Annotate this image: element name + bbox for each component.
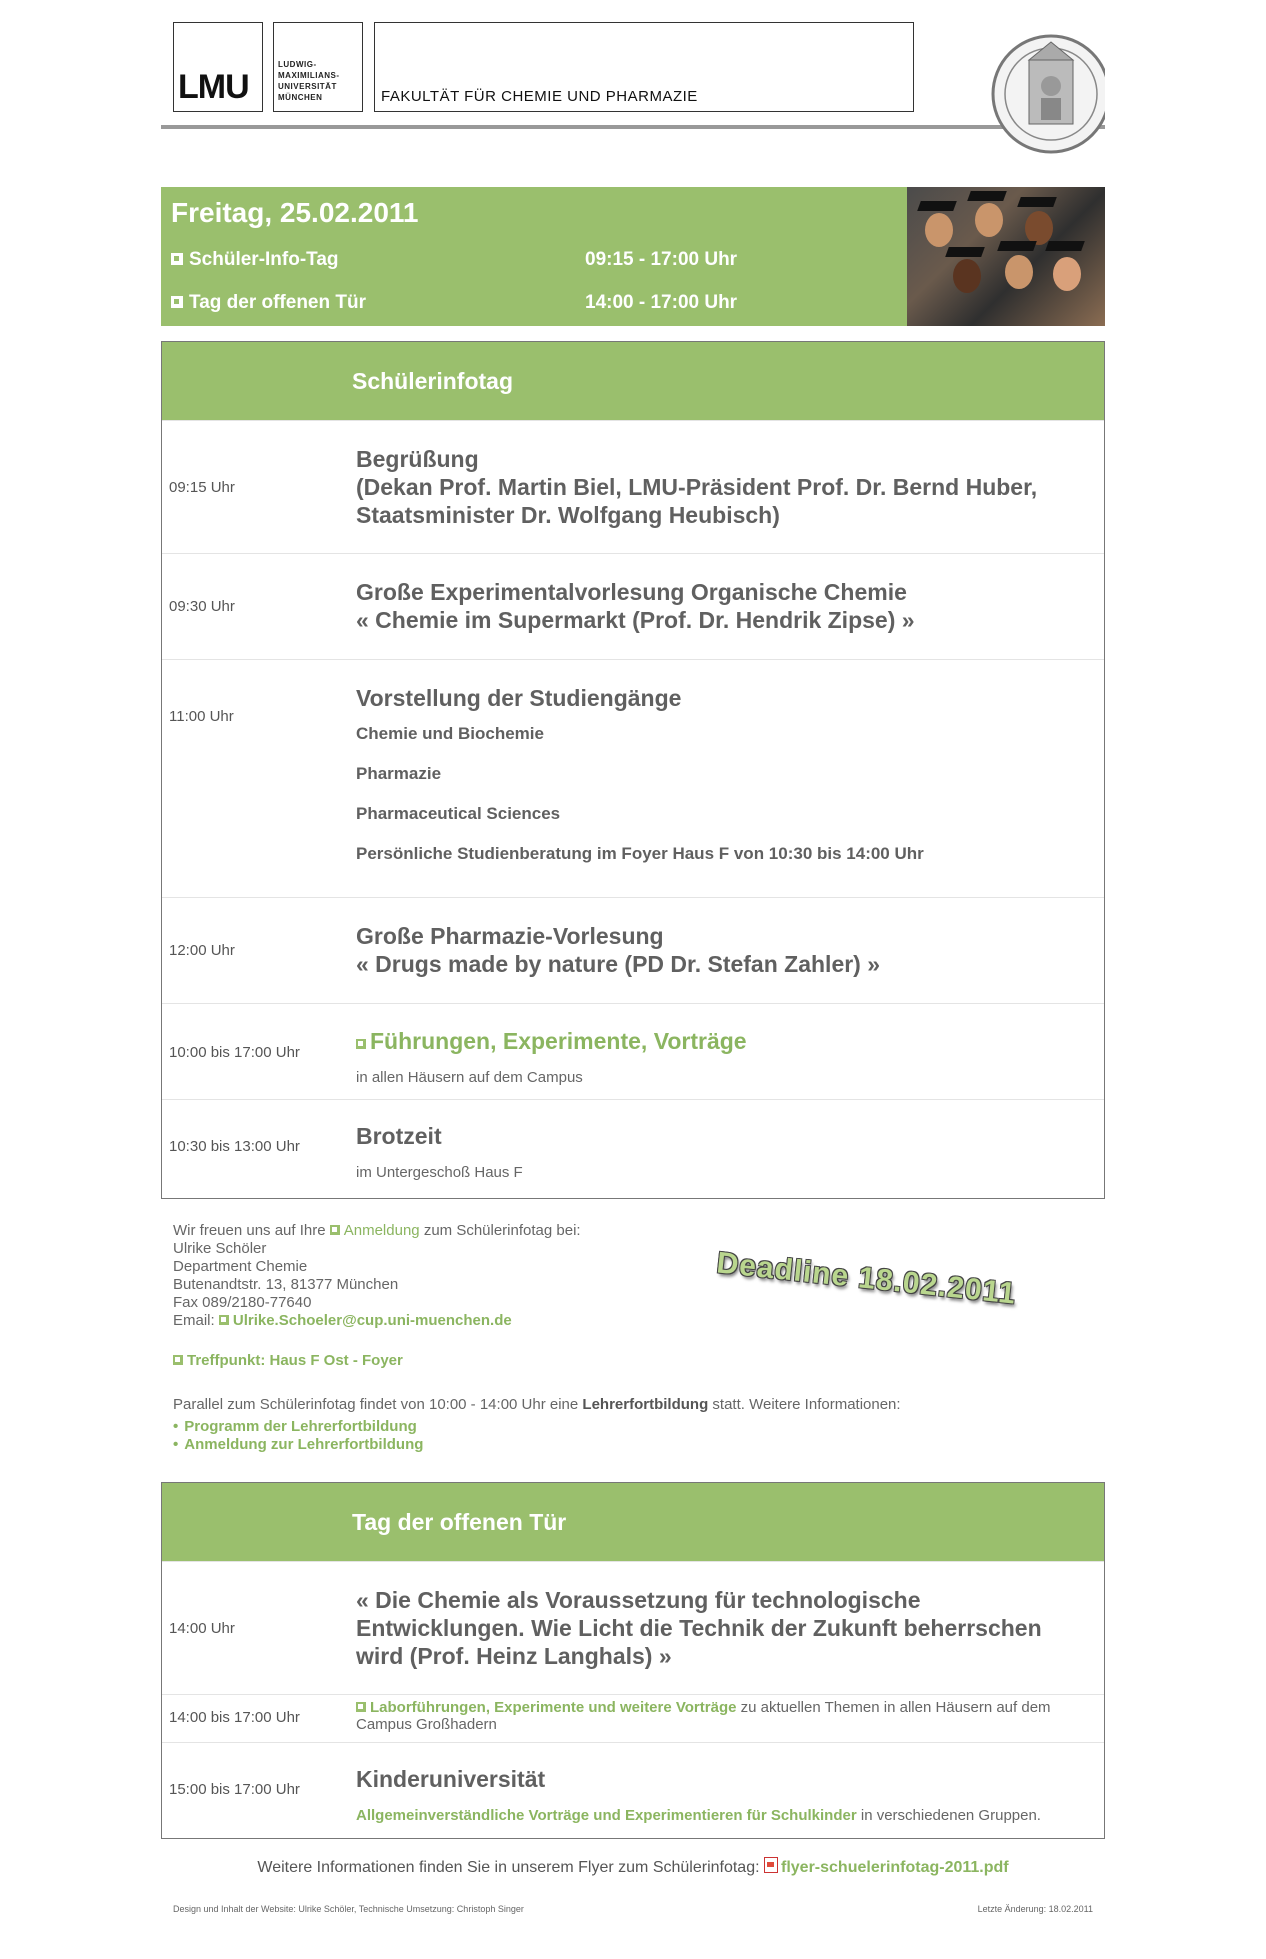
university-line: LUDWIG- (278, 60, 317, 69)
row-title: Brotzeit (356, 1123, 442, 1149)
row-line: « Chemie im Supermarkt (Prof. Dr. Hendrik Zipse) » (356, 607, 915, 633)
faculty-title-box[interactable] (374, 22, 914, 112)
footer-updated: Letzte Änderung: 18.02.2011 (977, 1904, 1093, 1914)
deadline-graphic: Deadline 18.02.2011 (715, 1246, 1018, 1311)
row-text: Campus Großhadern (356, 1716, 497, 1733)
link-label: Laborführungen, Experimente und weitere Vorträge (370, 1699, 737, 1716)
anmeldung-link[interactable] (330, 1222, 420, 1239)
row-time: 11:00 Uhr (169, 708, 234, 725)
tdot-header (162, 1483, 1104, 1561)
programm-link[interactable]: • Programm der Lehrerfortbildung (173, 1418, 423, 1436)
kinderuni-link[interactable]: Allgemeinverständliche Vorträge und Experimentieren für Schulkinder (356, 1807, 857, 1824)
row-title: Kinderuniversität (356, 1766, 546, 1792)
row-time: 14:00 Uhr (169, 1620, 235, 1637)
table-row (162, 1561, 1104, 1695)
header-divider (161, 125, 1105, 129)
banner-link-tag-der-offenen-tuer[interactable] (171, 292, 366, 314)
row-title: Große Pharmazie-Vorlesung (356, 923, 664, 949)
link-label: Anmeldung (343, 1222, 420, 1239)
table-row (162, 1099, 1104, 1198)
footer-credits: Design und Inhalt der Website: Ulrike Schöler, Technische Umsetzung: Christoph Singer (173, 1904, 524, 1914)
lehrerfortbildung-links (173, 1418, 423, 1454)
fuehrungen-link[interactable] (356, 1028, 1086, 1055)
row-time: 10:30 bis 13:00 Uhr (169, 1138, 300, 1155)
schuelerinfotag-header (162, 342, 1104, 420)
table-row (162, 553, 1104, 660)
row-content (356, 578, 1086, 634)
external-link-icon (356, 1039, 366, 1049)
row-time: 15:00 bis 17:00 Uhr (169, 1781, 300, 1798)
row-title: Vorstellung der Studiengänge (356, 685, 682, 711)
email-label: Email: (173, 1312, 215, 1329)
pdf-icon (764, 1857, 778, 1873)
treffpunkt-link[interactable] (173, 1352, 403, 1369)
banner-link-schueler-info-tag[interactable] (171, 249, 339, 271)
row-note: in allen Häusern auf dem Campus (356, 1069, 583, 1086)
row-content (356, 1586, 1086, 1670)
external-link-icon (173, 1355, 183, 1365)
external-link-icon (219, 1315, 229, 1325)
row-content (356, 1699, 1086, 1733)
program-item: Chemie und Biochemie (356, 724, 544, 743)
contact-intro: Wir freuen uns auf Ihre (173, 1222, 326, 1239)
table-row (162, 1003, 1104, 1100)
graduates-photo (907, 187, 1105, 326)
program-item: Pharmaceutical Sciences (356, 804, 561, 823)
row-content (356, 922, 1086, 978)
external-link-icon (330, 1225, 340, 1235)
row-line: wird (Prof. Heinz Langhals) » (356, 1643, 672, 1669)
university-line: MAXIMILIANS- (278, 71, 340, 80)
row-text: zu aktuellen Themen in allen Häusern auf dem (740, 1699, 1051, 1716)
flyer-pdf-link[interactable] (764, 1859, 1009, 1876)
faculty-title: FAKULTÄT FÜR CHEMIE UND PHARMAZIE (381, 88, 698, 105)
contact-block (173, 1222, 773, 1330)
row-time: 09:30 Uhr (169, 598, 235, 615)
table-row (162, 1742, 1104, 1838)
banner-date: Freitag, 25.02.2011 (171, 197, 419, 228)
flyer-info-text: Weitere Informationen finden Sie in unserem Flyer zum Schülerinfotag: (257, 1859, 760, 1876)
banner-event-time: 14:00 - 17:00 Uhr (585, 292, 738, 313)
row-text: in verschiedenen Gruppen. (860, 1807, 1041, 1824)
lmu-logo[interactable] (173, 22, 263, 112)
row-content (356, 445, 1086, 529)
program-item: Persönliche Studienberatung im Foyer Haus F von 10:30 bis 14:00 Uhr (356, 844, 924, 863)
university-seal-icon (985, 26, 1105, 158)
row-content (356, 1028, 1086, 1086)
row-content (356, 1765, 1086, 1824)
page (161, 0, 1105, 1914)
event-banner (161, 187, 1105, 326)
laborfuehrungen-link[interactable] (356, 1699, 736, 1716)
external-link-icon (356, 1702, 366, 1712)
link-label: Treffpunkt: Haus F Ost - Foyer (187, 1352, 403, 1369)
schuelerinfotag-table (161, 341, 1105, 1199)
row-line: Staatsminister Dr. Wolfgang Heubisch) (356, 502, 780, 528)
banner-event-label: Tag der offenen Tür (189, 292, 366, 313)
row-time: 09:15 Uhr (169, 479, 235, 496)
link-label: Ulrike.Schoeler@cup.uni-muenchen.de (232, 1312, 512, 1329)
table-row (162, 1694, 1104, 1743)
row-content (356, 684, 1086, 864)
table-row (162, 897, 1104, 1004)
contact-intro: zum Schülerinfotag bei: (423, 1222, 581, 1239)
anmeldung-lehrer-link[interactable]: • Anmeldung zur Lehrerfortbildung (173, 1436, 423, 1454)
row-line: « Drugs made by nature (PD Dr. Stefan Zahler) » (356, 951, 881, 977)
link-label: flyer-schuelerinfotag-2011.pdf (781, 1859, 1009, 1876)
university-line: MÜNCHEN (278, 93, 323, 102)
row-title: Große Experimentalvorlesung Organische Chemie (356, 579, 907, 605)
row-time: 10:00 bis 17:00 Uhr (169, 1044, 300, 1061)
table-row (162, 659, 1104, 898)
contact-dept: Department Chemie (173, 1258, 308, 1275)
banner-event-label: Schüler-Info-Tag (189, 249, 339, 270)
row-line: « Die Chemie als Voraussetzung für technologische (356, 1587, 921, 1613)
row-time: 14:00 bis 17:00 Uhr (169, 1709, 300, 1726)
parallel-text: statt. Weitere Informationen: (712, 1396, 901, 1413)
external-link-icon (171, 296, 183, 308)
external-link-icon (171, 253, 183, 265)
flyer-info (161, 1856, 1105, 1877)
row-time: 12:00 Uhr (169, 942, 235, 959)
schuelerinfotag-title: Schülerinfotag (352, 368, 514, 394)
university-line: UNIVERSITÄT (278, 82, 337, 91)
site-header (161, 0, 1105, 145)
row-title: Begrüßung (356, 446, 479, 472)
row-line: (Dekan Prof. Martin Biel, LMU-Präsident Prof. Dr. Bernd Huber, (356, 474, 1038, 500)
table-row (162, 420, 1104, 554)
link-label: Führungen, Experimente, Vorträge (370, 1028, 747, 1054)
lmu-logo-text: LMU (178, 68, 249, 106)
row-line: Entwicklungen. Wie Licht die Technik der Zukunft beherrschen (356, 1615, 1042, 1641)
university-name-block (273, 22, 363, 112)
program-item: Pharmazie (356, 764, 442, 783)
parallel-text: Parallel zum Schülerinfotag findet von 10:00 - 14:00 Uhr eine (173, 1396, 579, 1413)
tag-der-offenen-tuer-table (161, 1482, 1105, 1839)
parallel-info (173, 1396, 901, 1413)
row-content (356, 1122, 1086, 1181)
contact-address: Butenandtstr. 13, 81377 München (173, 1276, 399, 1293)
tdot-title: Tag der offenen Tür (352, 1509, 567, 1535)
banner-event-time: 09:15 - 17:00 Uhr (585, 249, 738, 270)
contact-fax: Fax 089/2180-77640 (173, 1294, 312, 1311)
parallel-bold: Lehrerfortbildung (582, 1396, 709, 1413)
contact-name: Ulrike Schöler (173, 1240, 267, 1257)
email-link[interactable] (219, 1312, 512, 1329)
row-note: im Untergeschoß Haus F (356, 1164, 523, 1181)
